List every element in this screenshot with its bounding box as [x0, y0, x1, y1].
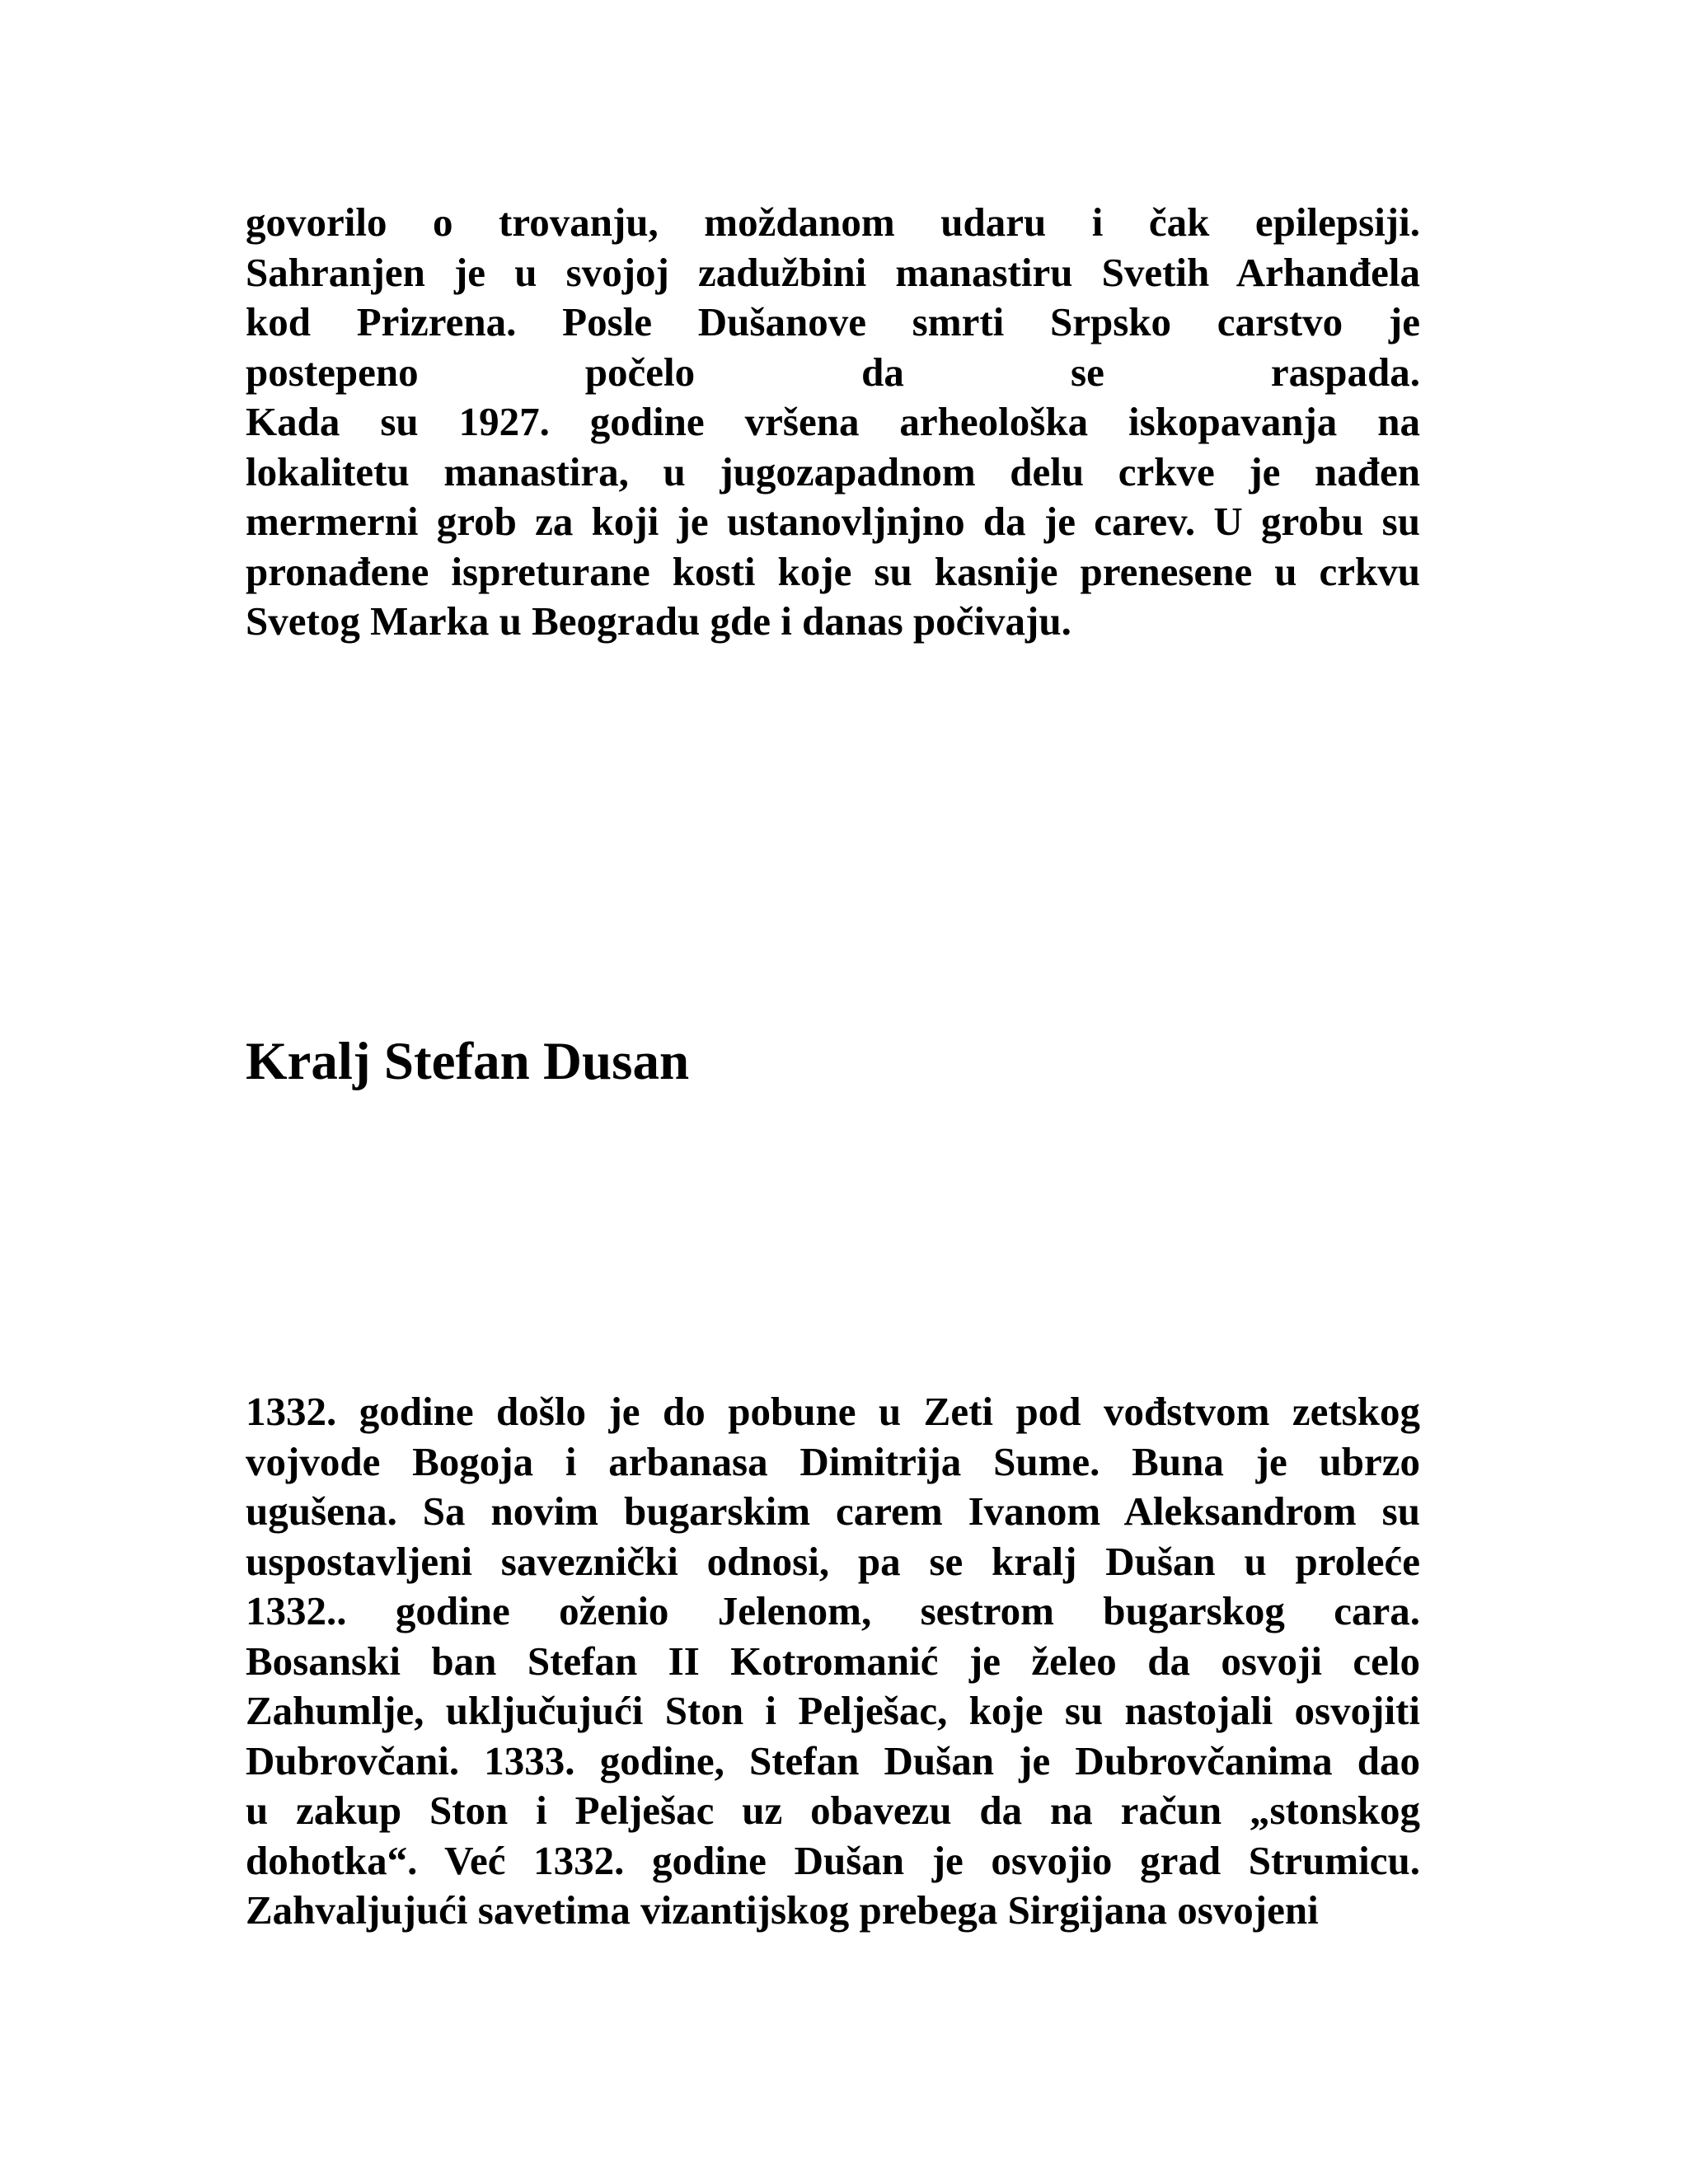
paragraph-line: ugušena. Sa novim bugarskim carem Ivanom Aleksandrom su — [246, 1488, 1420, 1534]
paragraph-line: postepeno počelo da se raspada. — [246, 349, 1420, 395]
paragraph-line: 1332.. godine oženio Jelenom, sestrom bugarskog cara. — [246, 1588, 1420, 1633]
paragraph-line: Bosanski ban Stefan II Kotromanić je želeo da osvoji celo — [246, 1638, 1420, 1684]
paragraph-line: govorilo o trovanju, moždanom udaru i čak epilepsiji. — [246, 199, 1420, 245]
paragraph-line: Zahumlje, uključujući Ston i Pelješac, koje su nastojali osvojiti — [246, 1688, 1420, 1733]
paragraph-line: mermerni grob za koji je ustanovljnjno da je carev. U grobu su — [246, 499, 1420, 544]
paragraph-line: pronađene ispreturane kosti koje su kasnije prenesene u crkvu — [246, 548, 1420, 594]
paragraph-line: 1332. godine došlo je do pobune u Zeti pod vođstvom zetskog — [246, 1389, 1420, 1434]
paragraph-line: Zahvaljujući savetima vizantijskog prebega Sirgijana osvojeni — [246, 1887, 1319, 1933]
paragraph-line: Sahranjen je u svojoj zadužbini manastiru Svetih Arhanđela — [246, 249, 1420, 295]
paragraph-line: lokalitetu manastira, u jugozapadnom delu crkve je nađen — [246, 448, 1420, 494]
paragraph-history — [246, 1387, 1420, 1936]
paragraph-line: kod Prizrena. Posle Dušanove smrti Srpsko carstvo je — [246, 299, 1420, 344]
paragraph-line: Dubrovčani. 1333. godine, Stefan Dušan je Dubrovčanima dao — [246, 1737, 1420, 1783]
paragraph-line: vojvode Bogoja i arbanasa Dimitrija Sume. Buna je ubrzo — [246, 1438, 1420, 1484]
paragraph-line: uspostavljeni saveznički odnosi, pa se kralj Dušan u proleće — [246, 1538, 1420, 1584]
paragraph-line: dohotka“. Već 1332. godine Dušan je osvojio grad Strumicu. — [246, 1837, 1420, 1883]
paragraph-line: u zakup Ston i Pelješac uz obavezu da na račun „stonskog — [246, 1788, 1420, 1833]
paragraph-line: Kada su 1927. godine vršena arheološka iskopavanja na — [246, 399, 1420, 444]
paragraph-line: Svetog Marka u Beogradu gde i danas počivaju. — [246, 598, 1071, 644]
section-heading: Kralj Stefan Dusan — [246, 1032, 690, 1091]
paragraph-burial — [246, 198, 1420, 647]
